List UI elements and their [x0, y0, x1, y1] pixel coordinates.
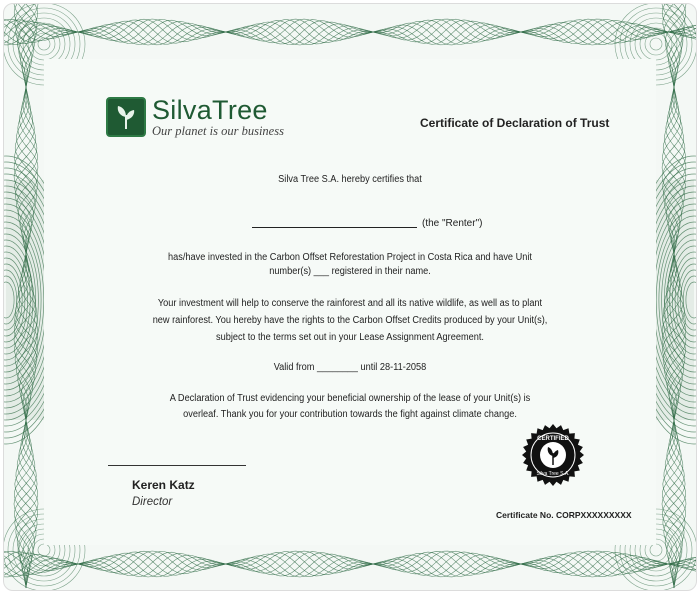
- certificate-title: Certificate of Declaration of Trust: [420, 116, 610, 130]
- leaf-sprout-icon: [106, 97, 146, 137]
- rights-line-2: new rainforest. You hereby have the rights to the Carbon Offset Credits produced by your Unit(s),: [152, 315, 548, 326]
- brand-name: SilvaTree: [152, 95, 268, 125]
- renter-name-line: [252, 227, 417, 228]
- declaration-line-2: overleaf. Thank you for your contribution towards the fight against climate change.: [183, 409, 517, 420]
- svg-text:CERTIFIED: CERTIFIED: [537, 436, 569, 442]
- certified-seal-icon: [521, 423, 585, 487]
- signature-line: [108, 465, 246, 466]
- investment-line-2: number(s) ___ registered in their name.: [269, 266, 431, 277]
- silvatree-logo: [106, 96, 284, 138]
- intro-text: Silva Tree S.A. hereby certifies that: [278, 174, 422, 185]
- svg-text:Silva Tree S.A.: Silva Tree S.A.: [536, 471, 570, 477]
- certificate-number: Certificate No. CORPXXXXXXXXX: [496, 510, 632, 520]
- renter-label: (the "Renter"): [422, 218, 483, 229]
- rights-line-3: subject to the terms set out in your Lease Assignment Agreement.: [216, 332, 484, 343]
- signatory-role: Director: [132, 496, 173, 508]
- validity-line: Valid from ________ until 28-11-2058: [273, 362, 427, 373]
- signatory-name: Keren Katz: [132, 478, 195, 492]
- declaration-line-1: A Declaration of Trust evidencing your beneficial ownership of the lease of your Unit(s) is: [169, 393, 531, 404]
- investment-line-1: has/have invested in the Carbon Offset Reforestation Project in Costa Rica and have Unit: [168, 252, 532, 263]
- certificate-frame: [3, 3, 697, 591]
- brand-tagline: Our planet is our business: [152, 124, 284, 138]
- rights-line-1: Your investment will help to conserve the rainforest and all its native wildlife, as well as to plant: [157, 298, 543, 309]
